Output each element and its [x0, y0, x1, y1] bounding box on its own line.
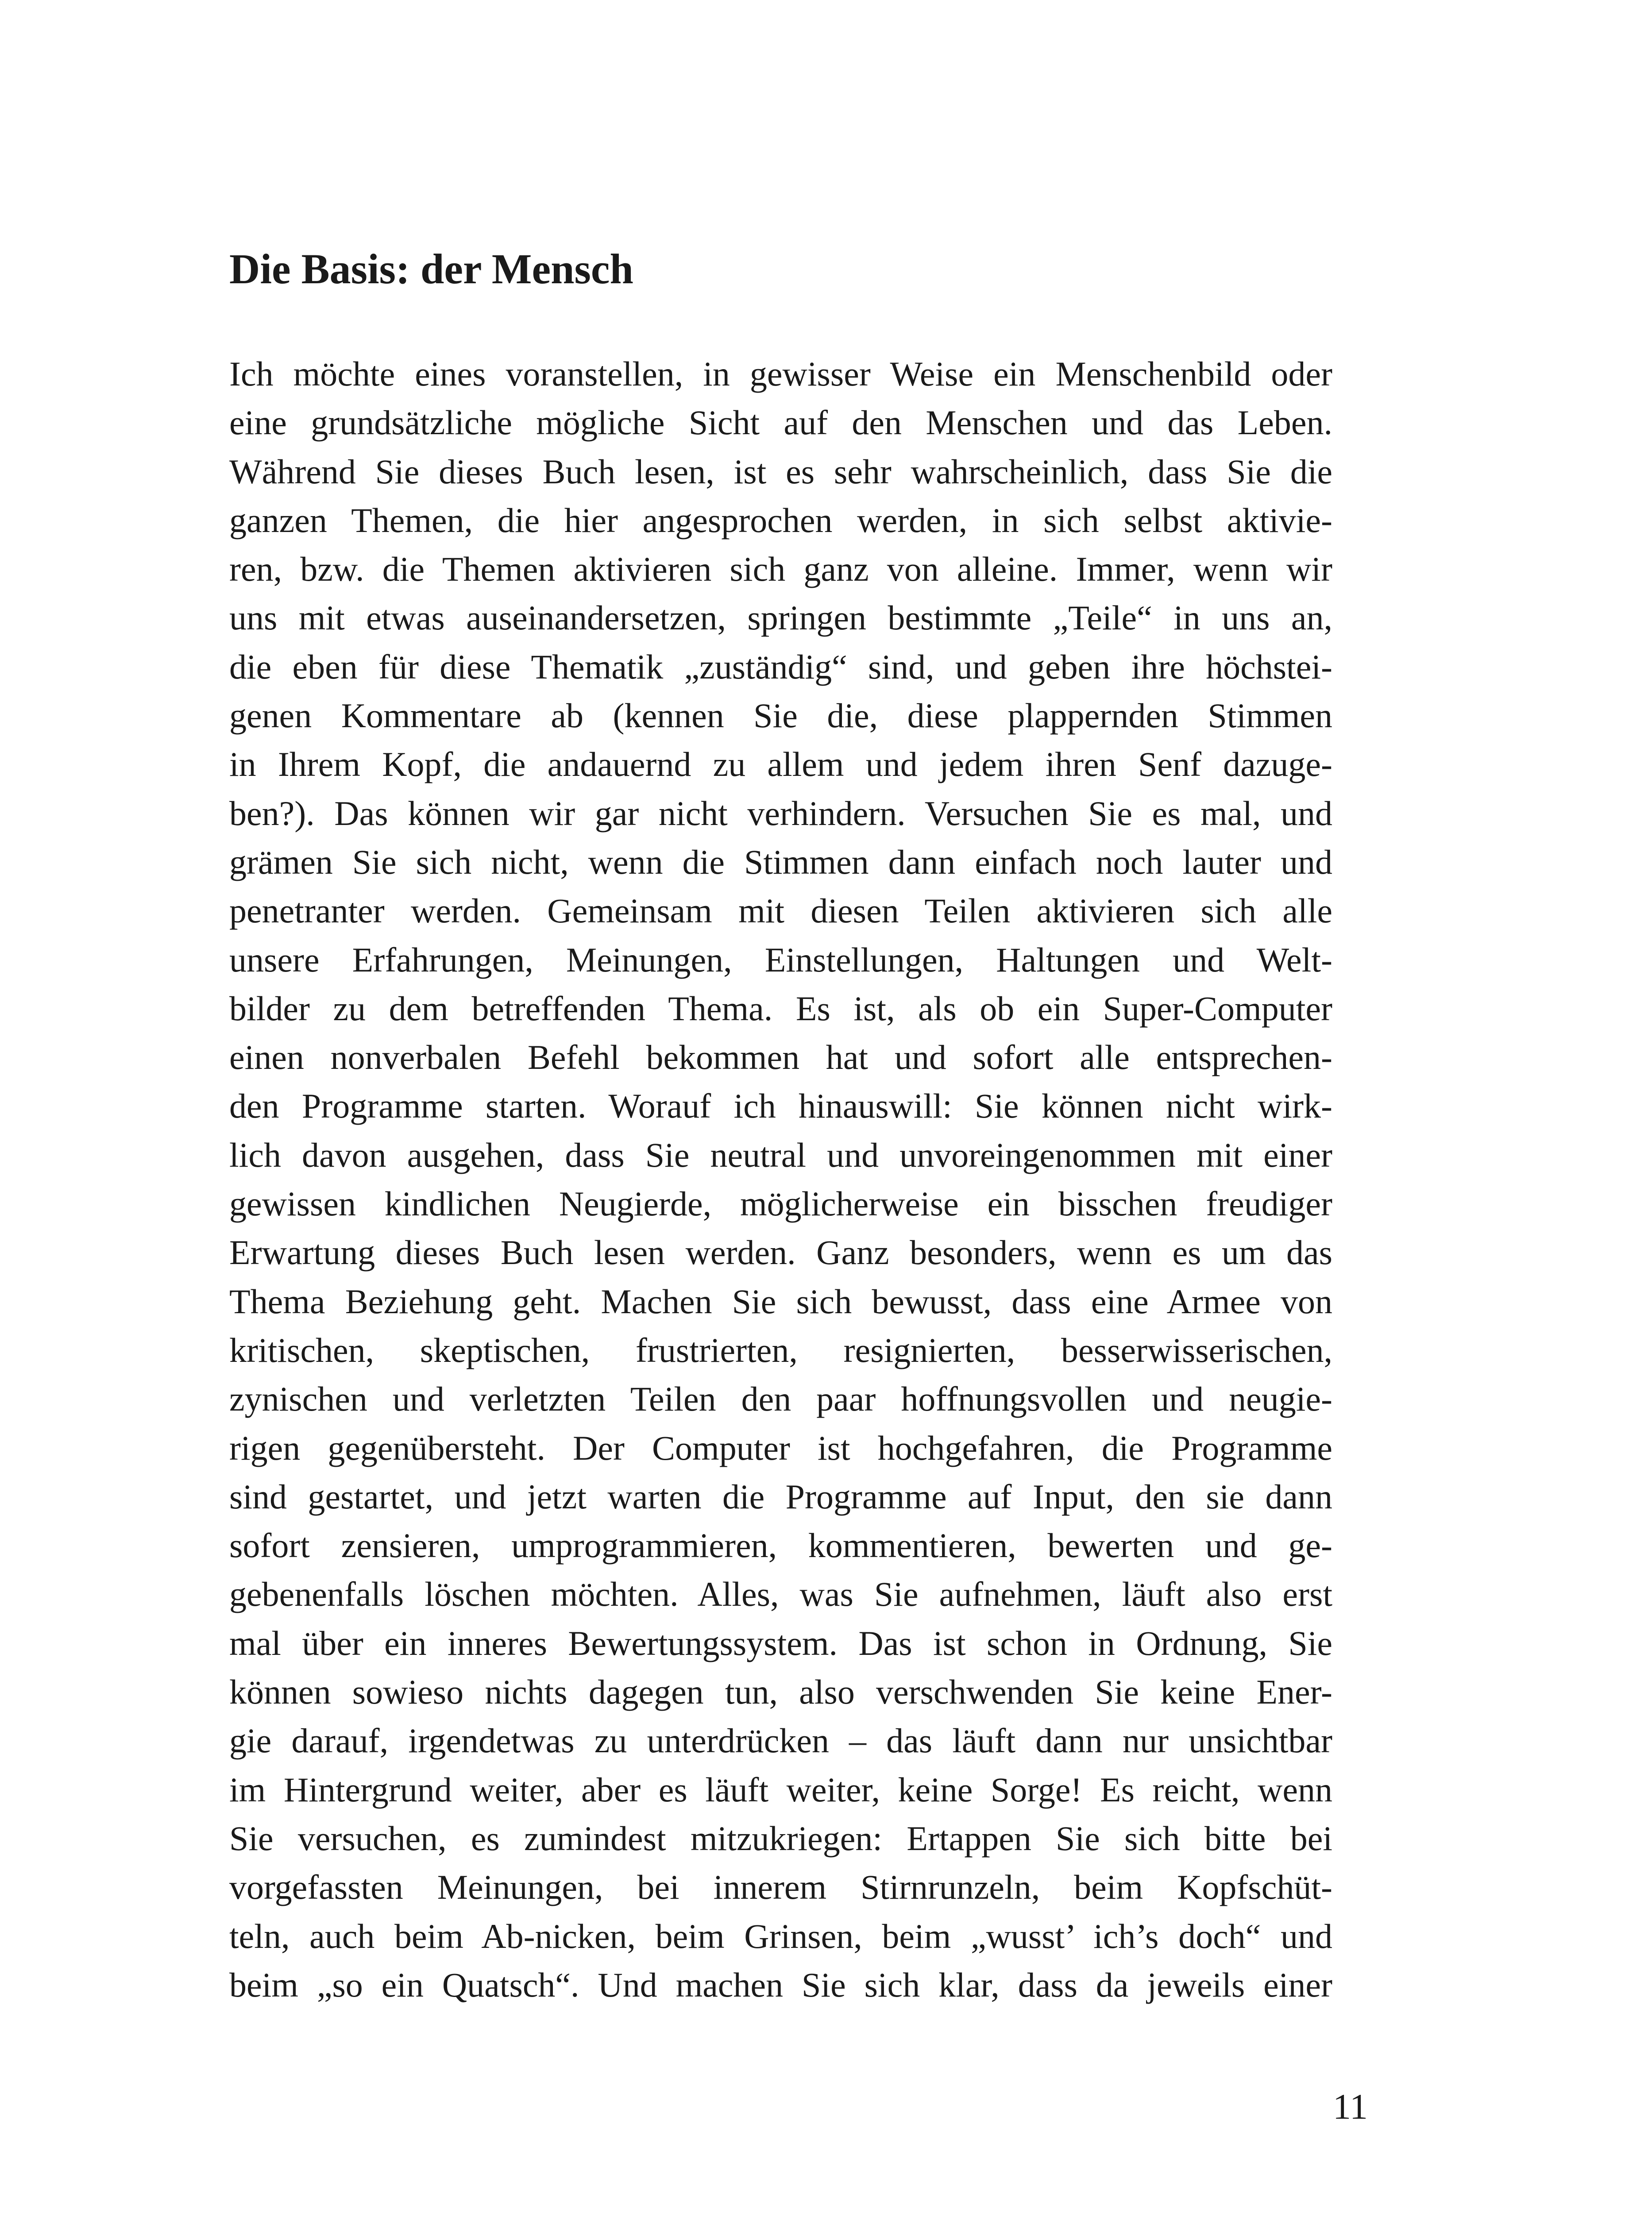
text-line: können sowieso nichts dagegen tun, also verschwenden Sie keine Ener-	[229, 1673, 1332, 1712]
text-line: beim „so ein Quatsch“. Und machen Sie sich klar, dass da jeweils einer	[229, 1965, 1332, 2004]
text-line: Erwartung dieses Buch lesen werden. Ganz besonders, wenn es um das	[229, 1233, 1332, 1272]
text-line: vorgefassten Meinungen, bei innerem Stirnrunzeln, beim Kopfschüt-	[229, 1868, 1332, 1907]
text-line: lich davon ausgehen, dass Sie neutral und unvoreingenommen mit einer	[229, 1135, 1332, 1174]
text-line: penetranter werden. Gemeinsam mit diesen Teilen aktivieren sich alle	[229, 891, 1332, 930]
page-number: 11	[1333, 2086, 1368, 2127]
chapter-title: Die Basis: der Mensch	[229, 245, 633, 293]
text-line: ren, bzw. die Themen aktivieren sich ganz von alleine. Immer, wenn wir	[229, 550, 1332, 589]
text-line: teln, auch beim Ab-nicken, beim Grinsen, beim „wusst’ ich’s doch“ und	[229, 1916, 1332, 1955]
body-text	[229, 350, 1332, 2009]
text-line: eine grundsätzliche mögliche Sicht auf den Menschen und das Leben.	[229, 403, 1332, 442]
text-line: im Hintergrund weiter, aber es läuft weiter, keine Sorge! Es reicht, wenn	[229, 1770, 1332, 1809]
text-line: rigen gegenübersteht. Der Computer ist hochgefahren, die Programme	[229, 1428, 1332, 1467]
text-line: grämen Sie sich nicht, wenn die Stimmen dann einfach noch lauter und	[229, 842, 1332, 881]
text-line: kritischen, skeptischen, frustrierten, resignierten, besserwisserischen,	[229, 1330, 1332, 1369]
text-line: Während Sie dieses Buch lesen, ist es sehr wahrscheinlich, dass Sie die	[229, 452, 1332, 491]
text-line: gewissen kindlichen Neugierde, möglicherweise ein bisschen freudiger	[229, 1184, 1332, 1223]
text-line: bilder zu dem betreffenden Thema. Es ist, als ob ein Super-Computer	[229, 989, 1332, 1028]
text-line: in Ihrem Kopf, die andauernd zu allem und jedem ihren Senf dazuge-	[229, 745, 1332, 784]
text-line: sofort zensieren, umprogrammieren, kommentieren, bewerten und ge-	[229, 1526, 1332, 1565]
text-line: unsere Erfahrungen, Meinungen, Einstellungen, Haltungen und Welt-	[229, 940, 1332, 979]
text-line: Thema Beziehung geht. Machen Sie sich bewusst, dass eine Armee von	[229, 1282, 1332, 1321]
text-line: genen Kommentare ab (kennen Sie die, diese plappernden Stimmen	[229, 696, 1332, 735]
text-line: mal über ein inneres Bewertungssystem. Das ist schon in Ordnung, Sie	[229, 1623, 1332, 1662]
text-line: ganzen Themen, die hier angesprochen werden, in sich selbst aktivie-	[229, 501, 1332, 540]
text-line: sind gestartet, und jetzt warten die Programme auf Input, den sie dann	[229, 1477, 1332, 1516]
text-line: den Programme starten. Worauf ich hinauswill: Sie können nicht wirk-	[229, 1087, 1332, 1126]
text-line: Sie versuchen, es zumindest mitzukriegen: Ertappen Sie sich bitte bei	[229, 1819, 1332, 1858]
text-line: uns mit etwas auseinandersetzen, springen bestimmte „Teile“ in uns an,	[229, 598, 1332, 637]
text-line: ben?). Das können wir gar nicht verhindern. Versuchen Sie es mal, und	[229, 794, 1332, 833]
text-line: einen nonverbalen Befehl bekommen hat und sofort alle entsprechen-	[229, 1038, 1332, 1077]
text-line: gebenenfalls löschen möchten. Alles, was Sie aufnehmen, läuft also erst	[229, 1575, 1332, 1614]
text-line: die eben für diese Thematik „zuständig“ sind, und geben ihre höchstei-	[229, 647, 1332, 686]
text-line: Ich möchte eines voranstellen, in gewisser Weise ein Menschenbild oder	[229, 355, 1332, 393]
text-line: zynischen und verletzten Teilen den paar hoffnungsvollen und neugie-	[229, 1380, 1332, 1419]
text-line: gie darauf, irgendetwas zu unterdrücken – das läuft dann nur unsichtbar	[229, 1721, 1332, 1760]
